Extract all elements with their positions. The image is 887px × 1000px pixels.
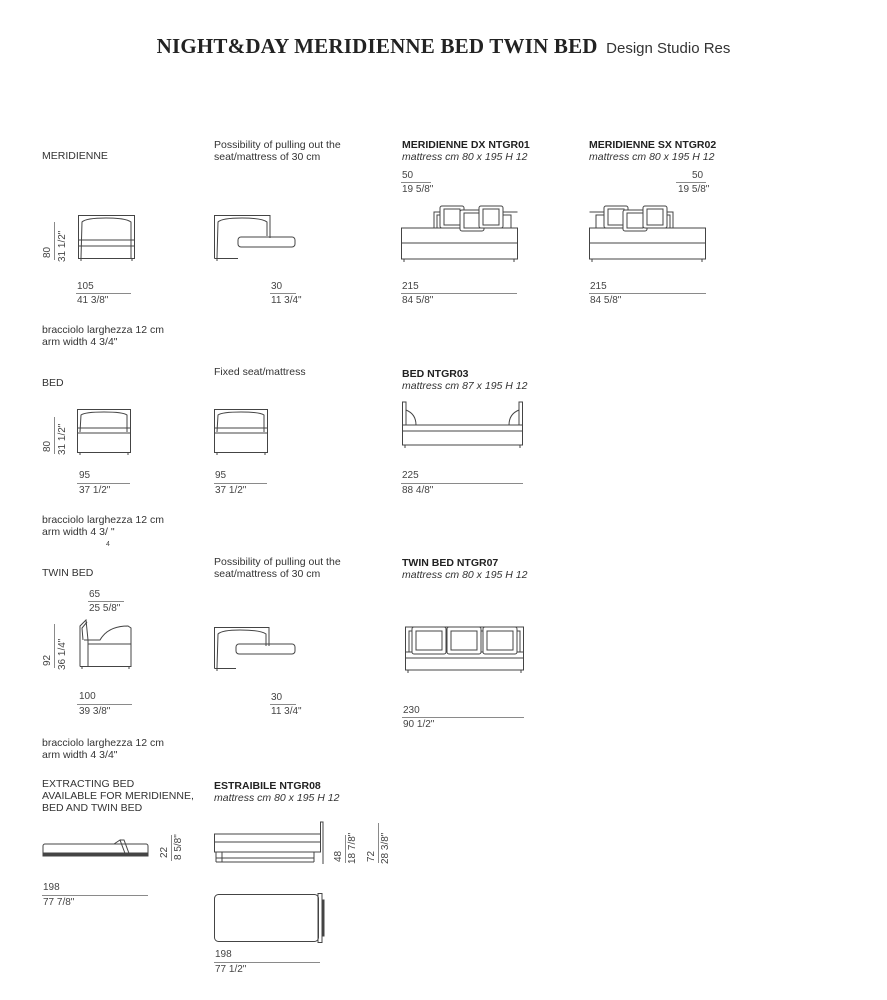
dim-line — [589, 293, 706, 294]
dim-pull-cm: 30 — [271, 281, 283, 292]
dim-pull-cm: 30 — [271, 692, 283, 703]
estraibile-side-drawing — [214, 820, 326, 866]
product-title: NIGHT&DAY MERIDIENNE BED TWIN BED — [156, 34, 598, 58]
bed-front-drawing — [402, 400, 524, 450]
product-code-twin: TWIN BED NTGR07 — [402, 557, 499, 569]
meridienne-pullout-drawing — [214, 214, 296, 262]
fixed-note: Fixed seat/mattress — [214, 366, 306, 378]
dim-line — [88, 601, 124, 602]
dim-height-cm: 80 — [42, 246, 53, 258]
dim-line — [402, 717, 524, 718]
dim-line — [54, 624, 55, 668]
dim-width-cm: 95 — [79, 470, 91, 481]
dim-height-cm: 92 — [42, 654, 53, 666]
meridienne-side-drawing — [78, 214, 136, 262]
pull-note-line1: Possibility of pulling out the — [214, 139, 341, 151]
dim-height-in: 31 1/2" — [57, 230, 68, 262]
dim-line — [401, 293, 517, 294]
product-code-estraibile: ESTRAIBILE NTGR08 — [214, 780, 321, 792]
dim-line — [270, 293, 296, 294]
pull-note-line1: Possibility of pulling out the — [214, 556, 341, 568]
dim-width-in: 77 1/2" — [215, 964, 247, 975]
arm-width-note-it: bracciolo larghezza 12 cm — [42, 514, 164, 526]
twin-bed-pullout-drawing — [214, 626, 296, 672]
dim-line — [378, 823, 379, 863]
section-label-bed: BED — [42, 377, 64, 389]
meridienne-dx-front-drawing — [401, 200, 519, 263]
dim-width-in: 84 5/8" — [402, 295, 434, 306]
dim-width-cm: 105 — [77, 281, 94, 292]
page-title — [0, 34, 887, 59]
arm-width-note-it: bracciolo larghezza 12 cm — [42, 324, 164, 336]
dim-depth-cm: 50 — [402, 170, 414, 181]
dim-width-cm: 230 — [403, 705, 420, 716]
dim-line — [171, 835, 172, 861]
dim-width-in: 77 7/8" — [43, 897, 75, 908]
dim-height-in: 8 5/8" — [173, 834, 184, 860]
dim-line — [54, 222, 55, 260]
pull-note-line2: seat/mattress of 30 cm — [214, 151, 321, 163]
dim-width-cm: 95 — [215, 470, 227, 481]
dim-line — [77, 483, 130, 484]
dim-width-in: 37 1/2" — [79, 485, 111, 496]
dim-line — [401, 182, 431, 183]
extracting-label-line2: AVAILABLE FOR MERIDIENNE, — [42, 790, 194, 802]
meridienne-sx-front-drawing — [589, 200, 707, 263]
dim-depth-in: 19 5/8" — [402, 184, 434, 195]
dim-pull-in: 11 3/4" — [271, 295, 302, 306]
twin-bed-front-drawing — [405, 622, 525, 676]
dim-height-in: 31 1/2" — [57, 423, 68, 455]
product-code-sx: MERIDIENNE SX NTGR02 — [589, 139, 717, 151]
arm-width-note-en: arm width 4 3/ " — [42, 526, 115, 538]
dim-line — [214, 483, 267, 484]
dim-width-in: 41 3/8" — [77, 295, 109, 306]
dim-width-cm: 225 — [402, 470, 419, 481]
dim-height-cm: 22 — [159, 846, 170, 858]
arm-width-note-en: arm width 4 3/4" — [42, 749, 118, 761]
dim-width-cm: 215 — [402, 281, 419, 292]
dim-width-in: 88 4/8" — [402, 485, 434, 496]
extracting-bed-side-drawing — [42, 838, 152, 860]
dim-width-cm: 198 — [215, 949, 232, 960]
dim-h2-cm: 72 — [366, 850, 377, 862]
dim-width-in: 37 1/2" — [215, 485, 247, 496]
dim-line — [270, 704, 296, 705]
dim-line — [54, 417, 55, 454]
dim-line — [676, 182, 706, 183]
product-code-bed: BED NTGR03 — [402, 368, 469, 380]
arm-width-fraction-denominator: 4 — [106, 541, 110, 548]
dim-line — [401, 483, 523, 484]
dim-width-in: 90 1/2" — [403, 719, 435, 730]
dim-line — [77, 704, 132, 705]
dim-height-cm: 80 — [42, 440, 53, 452]
dim-depth-cm: 65 — [89, 589, 101, 600]
designer-credit: Design Studio Res — [606, 40, 731, 57]
mattress-spec-dx: mattress cm 80 x 195 H 12 — [402, 151, 528, 163]
dim-width-cm: 198 — [43, 882, 60, 893]
mattress-spec-sx: mattress cm 80 x 195 H 12 — [589, 151, 715, 163]
extracting-label-line1: EXTRACTING BED — [42, 778, 135, 790]
mattress-spec-bed: mattress cm 87 x 195 H 12 — [402, 380, 528, 392]
dim-h2-in: 28 3/8" — [380, 832, 391, 864]
arm-width-note-en: arm width 4 3/4" — [42, 336, 118, 348]
section-label-meridienne: MERIDIENNE — [42, 150, 108, 162]
dim-width-cm: 100 — [79, 691, 96, 702]
estraibile-top-drawing — [214, 892, 326, 944]
twin-bed-side-drawing — [78, 616, 134, 670]
mattress-spec-estraibile: mattress cm 80 x 195 H 12 — [214, 792, 340, 804]
dim-depth-cm: 50 — [692, 170, 704, 181]
dim-height-in: 36 1/4" — [57, 638, 68, 670]
dim-line — [76, 293, 131, 294]
mattress-spec-twin: mattress cm 80 x 195 H 12 — [402, 569, 528, 581]
pull-note-line2: seat/mattress of 30 cm — [214, 568, 321, 580]
dim-width-in: 84 5/8" — [590, 295, 622, 306]
dim-width-cm: 215 — [590, 281, 607, 292]
product-code-dx: MERIDIENNE DX NTGR01 — [402, 139, 530, 151]
dim-depth-in: 25 5/8" — [89, 603, 121, 614]
bed-side-drawing — [77, 408, 133, 456]
dim-line — [42, 895, 148, 896]
dim-h1-cm: 48 — [333, 850, 344, 862]
dim-line — [345, 835, 346, 863]
dim-line — [214, 962, 320, 963]
arm-width-note-it: bracciolo larghezza 12 cm — [42, 737, 164, 749]
dim-h1-in: 18 7/8" — [347, 832, 358, 864]
dim-pull-in: 11 3/4" — [271, 706, 302, 717]
bed-fixed-drawing — [214, 408, 270, 456]
dim-width-in: 39 3/8" — [79, 706, 111, 717]
extracting-label-line3: BED AND TWIN BED — [42, 802, 143, 814]
section-label-twin-bed: TWIN BED — [42, 567, 94, 579]
dim-depth-in: 19 5/8" — [678, 184, 710, 195]
